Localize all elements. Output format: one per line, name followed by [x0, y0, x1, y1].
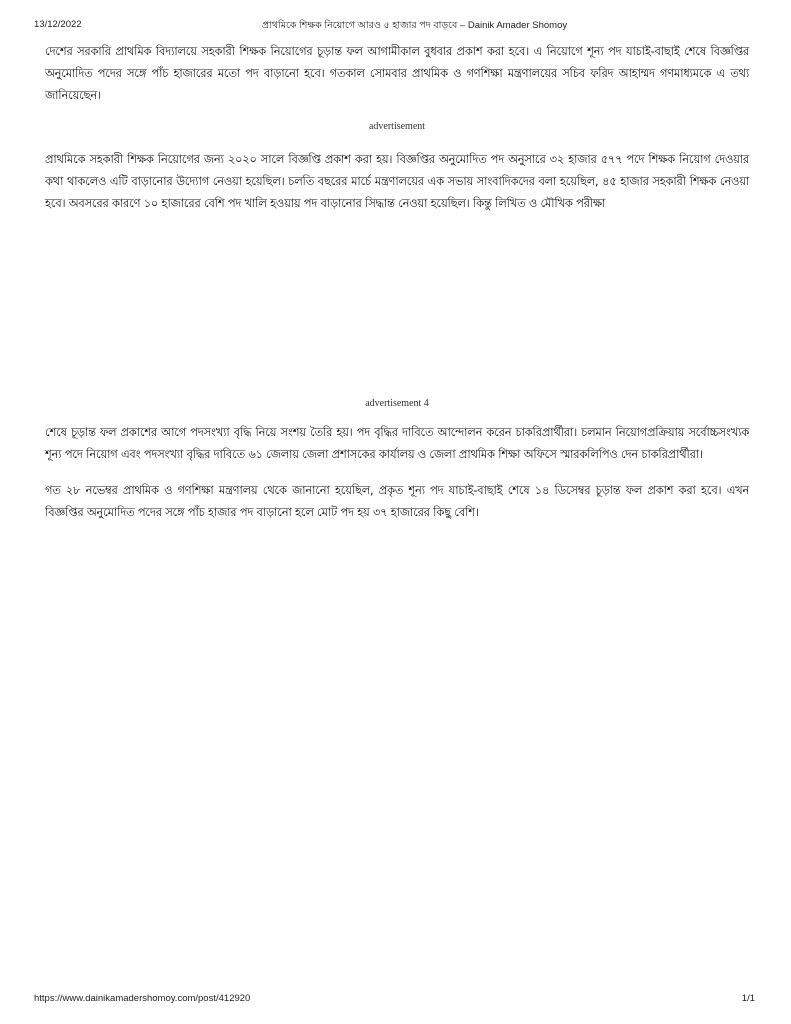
page-number: 1/1 [741, 993, 755, 1004]
advertisement-space [45, 215, 749, 398]
paragraph-2: প্রাথমিকে সহকারী শিক্ষক নিয়োগের জন্য ২০২০ সালে বিজ্ঞপ্তি প্রকাশ করা হয়। বিজ্ঞপ্তির অনুমোদিত পদ অনুসারে ৩২ হাজার ৫৭৭ পদে শিক্ষক নিয়োগ দেওয়ার কথা থাকলেও এটি বাড়ানোর উদ্যোগ নেওয়া হয়েছিল। চলতি বছরের মার্চে মন্ত্রণালয়ের এক সভায় সাংবাদিকদের বলা হয়েছিল, ৪৫ হাজার সহকারী শিক্ষক নেওয়া হবে। অবসরের কারণে ১০ হাজারের বেশি পদ খালি হওয়ায় পদ বাড়ানোর সিদ্ধান্ত নেওয়া হয়েছিল। কিন্তু লিখিত ও মৌখিক পরীক্ষা [45, 153, 749, 210]
paragraph-1: দেশের সরকারি প্রাথমিক বিদ্যালয়ে সহকারী শিক্ষক নিয়োগের চূড়ান্ত ফল আগামীকাল বুধবার প্রকাশ করা হবে। এ নিয়োগে শূন্য পদ যাচাই-বাছাই শেষে বিজ্ঞপ্তির অনুমোদিত পদের সঙ্গে পাঁচ হাজারের মতো পদ বাড়ানো হবে। গতকাল সোমবার প্রাথমিক ও গণশিক্ষা মন্ত্রণালয়ের সচিব ফরিদ আহাম্মদ গণমাধ্যমকে এ তথ্য জানিয়েছেন। [45, 45, 749, 102]
article-body [45, 41, 749, 524]
advertisement-label-4: advertisement 4 [365, 398, 429, 409]
paragraph-3: শেষে চূড়ান্ত ফল প্রকাশের আগে পদসংখ্যা বৃদ্ধি নিয়ে সংশয় তৈরি হয়। পদ বৃদ্ধির দাবিতে আন্দোলন করেন চাকরিপ্রার্থীরা। চলমান নিয়োগপ্রক্রিয়ায় সর্বোচ্চসংখ্যক শূন্য পদে নিয়োগ এবং পদসংখ্যা বৃদ্ধির দাবিতে ৬১ জেলায় জেলা প্রশাসকের কার্যালয় ও জেলা প্রাথমিক শিক্ষা অফিসে স্মারকলিপিও দেন চাকরিপ্রার্থীরা। [45, 426, 749, 461]
paragraph-gap [45, 466, 749, 480]
source-url: https://www.dainikamadershomoy.com/post/412920 [34, 993, 251, 1004]
page-title: প্রাথমিকে শিক্ষক নিয়োগে আরও ৫ হাজার পদ বাড়বে – Dainik Amader Shomoy [262, 20, 568, 31]
print-date: 13/12/2022 [34, 19, 82, 30]
advertisement-label: advertisement [368, 121, 426, 132]
paragraph-4: গত ২৮ নভেম্বর প্রাথমিক ও গণশিক্ষা মন্ত্রণালয় থেকে জানানো হয়েছিল, প্রকৃত শূন্য পদ যাচাই-বাছাই শেষে ১৪ ডিসেম্বর চূড়ান্ত ফল প্রকাশ করা হবে। এখন বিজ্ঞপ্তির অনুমোদিত পদের সঙ্গে পাঁচ হাজার পদ বাড়ানো হলে মোট পদ হয় ৩৭ হাজারের কিছু বেশি। [45, 484, 749, 519]
